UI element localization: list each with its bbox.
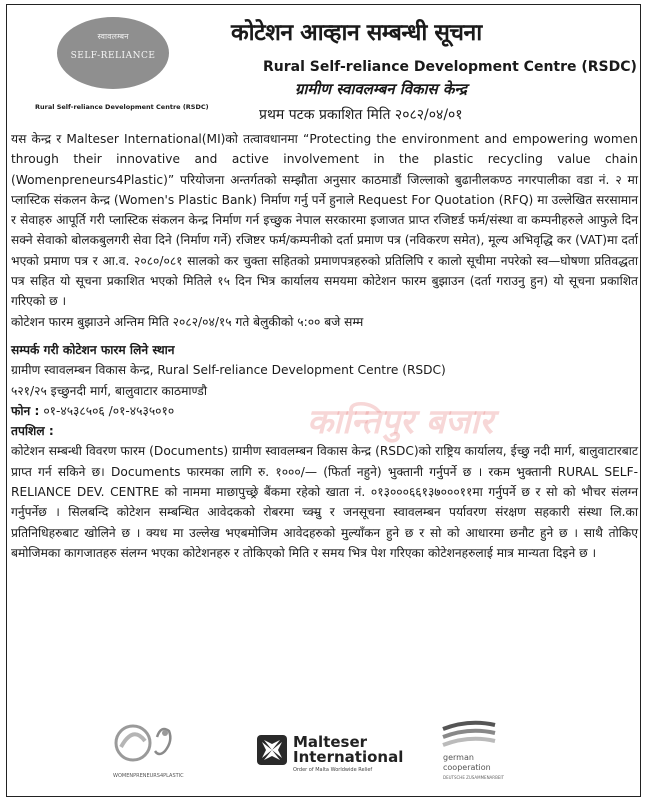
womenpreneurs-icon	[99, 717, 219, 773]
watermark: कान्तिपुर बजार	[307, 402, 493, 442]
logo-name: SELF-RELIANCE	[70, 51, 156, 61]
contact-phone-line	[11, 401, 638, 421]
notice-body	[11, 129, 638, 563]
org-name-nepali: ग्रामीण स्वावलम्बन विकास केन्द्र	[295, 80, 467, 98]
intro-paragraph: यस केन्द्र र Malteser International(MI)को तत्वावधानमा “Protecting the environment and empowering women through their innovative and active involvement in the plastic recycling value chain (Womenpreneurs4Plastic)” परियोजना अन्तर्गतको सम्झौता अनुसार काठमाडौं जिल्लाको बुढानीलकण्ठ नगरपालीका वडा नं. २ मा प्लास्टिक संकलन केन्द्र (Women's Plastic Bank) निर्माण गर्नु पर्ने हुनाले Request For Quotation (RFQ) मा उल्लेखित सरसामान र सेवाहरु आपूर्ति गरी प्लास्टिक संकलन केन्द्र निर्माण गर्न इच्छुक नेपाल सरकारमा इजाजत प्राप्त रजिष्टर्ड फर्म/संस्था वा कम्पनीहरुले आफुले दिन सक्ने सेवाको बोलकबुलगरी सेवा दिने (निर्माण गर्ने) रजिष्टर फर्म/कम्पनीको दर्ता प्रमाण पत्र (नविकरण समेत), मूल्य अभिवृद्धि कर (VAT)मा दर्ता भएको प्रमाण पत्र र आ.व. २०८०/०८१ सालको कर चुक्ता सहितको प्रमाणपत्रहरुको प्रतिलिपि र कालो सूचीमा नपरेको स्व—घोषणा प्रतिवद्धता पत्र सहित यो सूचना प्रकाशित भएको मितिले १५ दिन भित्र कार्यालय समयमा कोटेशन फारम बुझाउन (दर्ता गराउनु हुन) यो सूचना प्रकाशित गरिएको छ ।	[11, 132, 638, 309]
contact-org: ग्रामीण स्वावलम्बन विकास केन्द्र, Rural Self-reliance Development Centre (RSDC)	[11, 363, 446, 378]
org-name-english: Rural Self-reliance Development Centre (RSDC)	[263, 59, 637, 75]
malteser-name-line1: Malteser	[293, 733, 368, 751]
publication-date: प्रथम पटक प्रकाशित मिति २०८२/०४/०१	[259, 107, 463, 123]
maltese-cross-icon	[257, 735, 287, 765]
notice-header	[7, 5, 642, 125]
womenpreneurs-caption: WOMENPRENEURS4PLASTIC	[113, 773, 184, 779]
partner-logos	[7, 707, 642, 797]
german-line1: german	[443, 753, 474, 762]
deadline-line: कोटेशन फारम बुझाउने अन्तिम मिति २०८२/०४/१५ गते बेलुकीको ५:०० बजे सम्म	[11, 314, 364, 329]
rsdc-logo	[35, 11, 215, 115]
contact-heading: सम्पर्क गरी कोटेशन फारम लिने स्थान	[11, 342, 175, 357]
womenpreneurs-logo	[99, 717, 219, 789]
notice-frame	[6, 4, 641, 797]
malteser-tagline: Order of Malta Worldwide Relief	[293, 767, 373, 773]
contact-address: ५२१/२५ इच्छुनदी मार्ग, बालुवाटार काठमाण्डौ	[11, 383, 207, 398]
notice-title: कोटेशन आव्हान सम्बन्धी सूचना	[231, 20, 482, 46]
german-cooperation-logo	[439, 719, 549, 789]
malteser-logo	[257, 733, 407, 783]
notes-paragraph: कोटेशन सम्बन्धी विवरण फारम (Documents) ग्रामीण स्वावलम्बन विकास केन्द्र (RSDC)को राष्ट्रिय कार्यालय, ईच्छु नदी मार्ग, बालुवाटारबाट प्राप्त गर्न सकिने छ। Documents फारमका लागि रु. १०००/— (फिर्ता नहुने) भुक्तानी गर्नुपर्ने छ । रकम भुक्तानी RURAL SELF-RELIANCE DEV. CENTRE को नाममा माछापुच्छ्रे बैंकमा रहेको खाता नं. ०१३०००६६१३७०००११मा गर्नुपर्ने छ र सो को भौचर संलग्न गर्नुपर्नेछ । सिलबन्दि कोटेशन सम्बन्धित आवेदकको रोबरमा च्क्म्रु र जनसूचना स्वावलम्बन पर्यावरण संरक्षण सहकारी संस्था लि.का प्रतिनिधिहरुबाट खोलिने छ । क्यध मा उल्लेख भएबमोजिम आवेदहरुको मुल्याँकन हुने छ र सो को आधारमा छनौट हुने छ । साथै तोकिए बमोजिमका कागजातहरु संलग्न भएका कोटेशनहरु र तोकिएको मिति र समय भित्र पेश गरिएका कोटेशनहरुलाई मात्र मान्यता दिइने छ ।	[11, 444, 638, 560]
logo-script-text: स्वावलम्बन	[97, 32, 129, 41]
german-line2: cooperation	[443, 763, 491, 772]
notes-heading: तपशिल :	[11, 424, 54, 439]
phone-label: फोन :	[11, 403, 40, 418]
logo-caption: Rural Self-reliance Development Centre (RSDC)	[35, 103, 209, 111]
german-flag-stripes-icon	[439, 719, 499, 749]
malteser-name-line2: International	[293, 748, 404, 766]
phone-numbers: ०१-४५३८५०६ /०१-४५३५०१०	[43, 403, 175, 418]
german-tagline: DEUTSCHE ZUSAMMENARBEIT	[443, 775, 504, 780]
logo-oval	[57, 17, 169, 89]
